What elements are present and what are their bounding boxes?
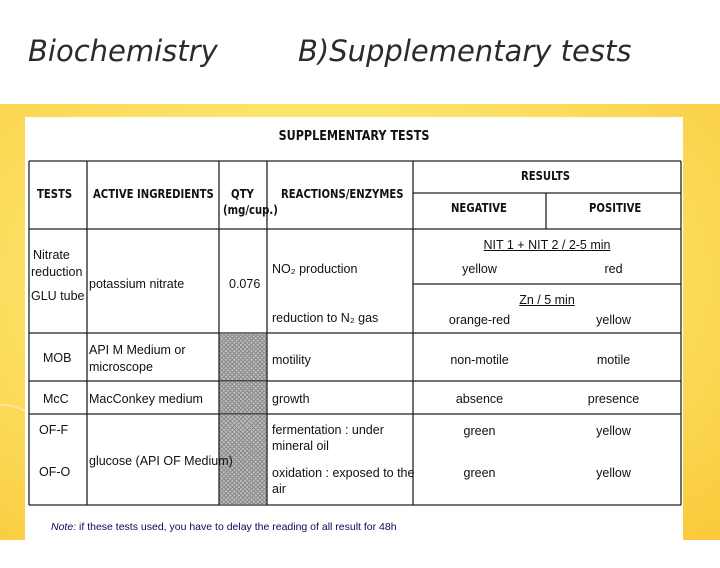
nitrate-reaction2: reduction to N₂ gas xyxy=(272,311,379,325)
footnote-text: if these tests used, you have to delay the reading of all result for 48h xyxy=(76,521,397,533)
col-header-positive: POSITIVE xyxy=(589,201,642,215)
col-header-tests: TESTS xyxy=(37,187,73,201)
nitrate-positive1: red xyxy=(604,262,623,276)
mob-negative: non-motile xyxy=(450,353,509,367)
nitrate-condition2: Zn / 5 min xyxy=(519,293,575,307)
mcc-reaction: growth xyxy=(272,392,310,406)
footnote xyxy=(51,521,397,533)
mcc-ingredient: MacConkey medium xyxy=(89,392,203,406)
of-positive1: yellow xyxy=(596,424,631,438)
col-header-qty-unit: (mg/cup.) xyxy=(223,203,278,217)
col-header-ingredients: ACTIVE INGREDIENTS xyxy=(93,187,214,201)
of-positive2: yellow xyxy=(596,466,631,480)
of-reaction1-line2: mineral oil xyxy=(272,439,329,453)
of-negative2: green xyxy=(463,466,496,480)
slide-title-left: Biochemistry xyxy=(28,34,218,68)
nitrate-test-line3: GLU tube xyxy=(31,289,85,303)
mob-test: MOB xyxy=(43,351,72,365)
of-ingredient: glucose (API OF Medium) xyxy=(89,454,233,468)
mcc-positive: presence xyxy=(587,392,640,406)
nitrate-test-line1: Nitrate xyxy=(33,248,70,262)
of-test-oxidation: OF-O xyxy=(39,465,71,479)
mcc-test: McC xyxy=(43,392,69,406)
mob-reaction: motility xyxy=(272,353,311,367)
nitrate-negative2: orange-red xyxy=(448,313,511,327)
table-title: SUPPLEMENTARY TESTS xyxy=(278,129,430,144)
mob-ingredient-line2: microscope xyxy=(89,360,153,374)
nitrate-negative1: yellow xyxy=(462,262,497,276)
of-reaction2-line2: air xyxy=(272,482,286,496)
mcc-negative: absence xyxy=(455,392,504,406)
of-reaction1-line1: fermentation : under xyxy=(272,423,384,437)
of-reaction2-line1: oxidation : exposed to the xyxy=(272,466,415,480)
col-header-reactions: REACTIONS/ENZYMES xyxy=(281,187,404,201)
mob-positive: motile xyxy=(596,353,631,367)
slide-title-right: B)Supplementary tests xyxy=(298,34,632,68)
nitrate-positive2: yellow xyxy=(596,313,631,327)
nitrate-test-line2: reduction xyxy=(31,265,83,279)
supplementary-tests-sheet xyxy=(25,117,683,540)
footnote-label: Note: xyxy=(51,521,77,533)
mob-ingredient-line1: API M Medium or xyxy=(89,343,186,357)
col-header-results: RESULTS xyxy=(521,169,570,183)
nitrate-qty: 0.076 xyxy=(229,277,261,291)
of-negative1: green xyxy=(463,424,496,438)
nitrate-condition1: NIT 1 + NIT 2 / 2-5 min xyxy=(483,238,611,252)
nitrate-ingredient: potassium nitrate xyxy=(89,277,185,291)
col-header-negative: NEGATIVE xyxy=(451,201,507,215)
col-header-qty: QTY xyxy=(231,187,254,201)
nitrate-reaction1: NO₂ production xyxy=(272,262,358,276)
of-test-fermentation: OF-F xyxy=(39,423,69,437)
